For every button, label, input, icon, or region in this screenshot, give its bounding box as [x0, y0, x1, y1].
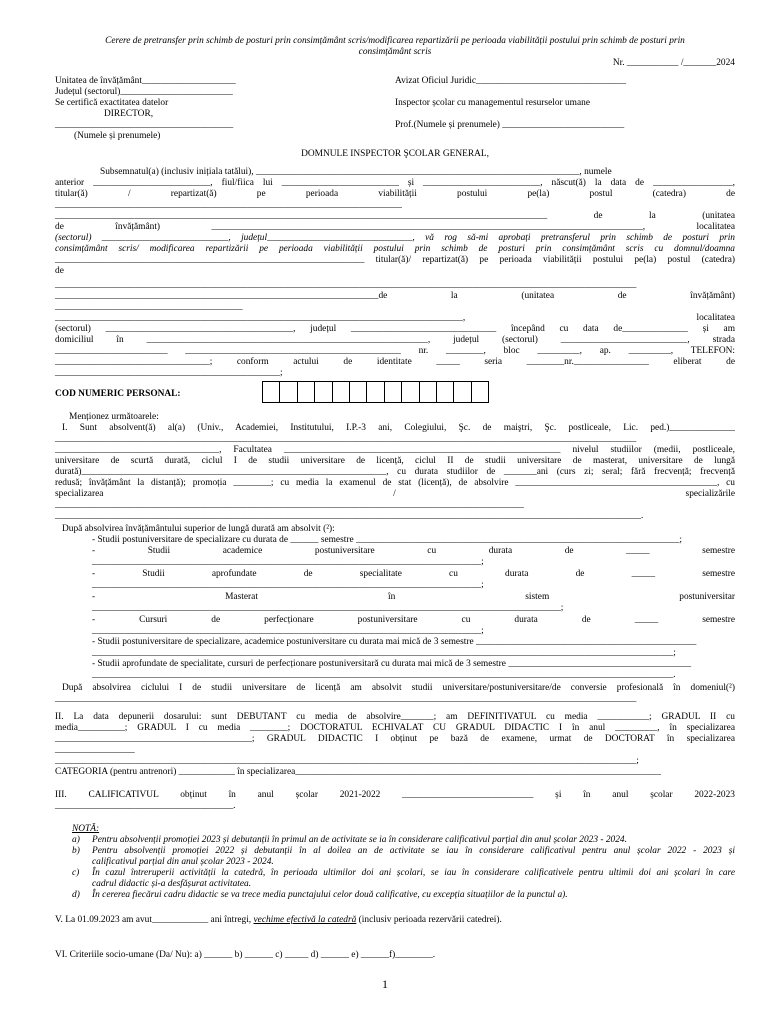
note-c-cont: cadrul didactic și-a desfășurat activitatea. [92, 879, 252, 889]
cnp-digit-box[interactable] [332, 381, 350, 403]
postgrad-intro: După absolvirea învățământului superior de lungă durată am absolvit (²): [62, 524, 335, 534]
salutation: DOMNULE INSPECTOR ŞCOLAR GENERAL, [301, 149, 489, 159]
qualification-line: ______________________________________. [55, 801, 236, 811]
cnp-digit-box[interactable] [349, 381, 367, 403]
body-line: anterior _________________________, fiul/fiica lui _________________________ și _________________________, născut(ă) la data de _________________, [55, 178, 735, 188]
education-line: ___________________________________, Facultatea ___________________________________________________________ nivelul studiilor (medii, postliceale, [55, 445, 735, 455]
body-line: ________________________________________________; [55, 368, 283, 378]
seniority-post: (inclusiv perioada rezervării catedrei). [356, 915, 502, 925]
body-line: _____________________________________________________________________de la (unitatea de învățământ) [55, 291, 735, 301]
note-b-cont: calificativul parțial din anul școlar 2023 - 2024. [92, 857, 274, 867]
education-line: universitare de scurtă durată, ciclul I de studii universitare de licență, ciclul II de studii universitare de masterat, universitare de lungă [55, 456, 735, 466]
cnp-digit-box[interactable] [314, 381, 332, 403]
form-title-cont: consimțământ scris [358, 47, 432, 57]
body-line: de [55, 266, 64, 276]
section2-line: media__________; GRADUL I cu media ________; DOCTORATUL ECHIVALAT CU GRADUL DIDACTIC I în anul _________, în specializarea [55, 723, 735, 733]
postgrad-line: ___________________________________________________________________________________; [92, 580, 484, 590]
note-a-label: a) [72, 835, 80, 845]
postgrad-line: ___________________________________________________________________________________; [92, 626, 484, 636]
inspector-title: Inspector școlar cu managementul resurselor umane [395, 98, 590, 108]
certification-text: Se certifică exactitatea datelor [55, 98, 169, 108]
postgrad-line: ____________________________________________________________________________________________________________________________. [92, 670, 676, 680]
note-d-label: d) [72, 890, 80, 900]
cnp-digit-box[interactable] [262, 381, 280, 403]
seniority-underlined: vechime efectivă la catedră [253, 915, 357, 925]
note-c-label: c) [72, 868, 80, 878]
body-line: __________________________________________________________________ titular(ă)/ repartizat(ă) pe perioada viabilității postului pe(la) postul (catedra) [55, 255, 735, 265]
licence-line: După absolvirea ciclului I de studii universitare de licență am absolvit studii universitare/postuniversitare/de conversie profesională în domeniul(²) [62, 683, 735, 693]
county-sector: Județul (sectorul)________________________ [55, 87, 233, 97]
body-line: Subsemnatul(a) (inclusiv inițiala tatălui), _____________________________________________________________________, numele [100, 167, 612, 177]
body-line: consimțământ scris/ modificarea repartizării pe perioada viabilității postului prin schimb de posturi prin consimțământ scris cu domnul/doamna [55, 244, 735, 254]
qualification-line: III. CALIFICATIVUL obținut în anul școlar 2021-2022 ____________________________ și în anul școlar 2022-2023 [55, 790, 735, 800]
body-line: de învățământ) ____________________________________________________________________________________________, localitatea [55, 222, 735, 232]
postgrad-line: ___________________________________________________________________________________; [92, 557, 484, 567]
licence-line: ____________________________________________________________________________________________________________________________ [55, 694, 637, 704]
education-line: redusă; învățământ la distanță); promoția ________; cu media la examenul de stat (licență), de absolvire ___________________________________________, cu [55, 478, 735, 488]
director-signature-line: ______________________________________ [55, 120, 234, 130]
cnp-digit-box[interactable] [366, 381, 384, 403]
cnp-boxes[interactable] [262, 381, 489, 403]
body-line: ________________________ ______________________________________________ nr. ________, bloc _________, ap. _________, TELEFON: [55, 346, 735, 356]
cnp-digit-box[interactable] [297, 381, 315, 403]
education-line: ____________________________________________________________________________________________________________________________ [55, 434, 637, 444]
body-line: (sectorul) ________________________________________, județul _______________________________ începând cu data de______________ și am [55, 324, 735, 334]
form-title: Cerere de pretransfer prin schimb de posturi prin consimțământ scris/modificarea repartizării pe perioada viabilității postului prin schimb de posturi prin [105, 36, 685, 46]
body-line: titular(ă) / repartizat(ă) pe perioada viabilității postului pe(la) postul (catedra) de [55, 189, 735, 199]
seniority-pre: V. La 01.09.2023 am avut____________ ani întregi, [55, 915, 254, 925]
section2-line: ____________________________________________________________________________________________________________________________; [55, 756, 639, 766]
cnp-digit-box[interactable] [471, 381, 489, 403]
postgrad-line: - Masterat în sistem postuniversitar [92, 592, 735, 602]
cnp-digit-box[interactable] [436, 381, 454, 403]
seniority-line [55, 915, 502, 926]
education-line: specializarea / specializările [55, 489, 735, 499]
legal-office-approval: Avizat Oficiul Juridic________________________________ [395, 76, 627, 86]
education-line: I. Sunt absolvent(ă) al(a) (Univ., Academiei, Institutului, I.P.-3 ani, Colegiului, Şc. de maiştri, Şc. postliceale, Lic. ped.)______________ [62, 423, 735, 433]
director-label: DIRECTOR, [104, 109, 154, 119]
cnp-digit-box[interactable] [279, 381, 297, 403]
education-line: _____________________________________________________________________________________________________________________________. [55, 511, 644, 521]
section2-line: __________________________________________; GRADUL DIDACTIC I obținut pe bază de examene, urmat de DOCTORAT în specializarea [55, 734, 735, 744]
postgrad-line: - Studii aprofundate de specialitate, cursuri de perfecționare postuniversitară cu durata mai mică de 3 semestre _______________________________________ [92, 659, 692, 669]
body-line: __________________________________________________________________________ [55, 200, 402, 210]
socio-criteria-line: VI. Criteriile socio-umane (Da/ Nu): a) ______ b) ______ c) _____ d) ______ e) ______f)________. [55, 950, 436, 960]
registration-number: Nr. ___________ /_______2024 [612, 58, 735, 68]
note-c: În cazul întreruperii activității la catedră, în perioada ultimilor doi ani școlari, se iau în considerare calificativele pentru ultimii doi ani școlari în care [92, 868, 735, 878]
cnp-digit-box[interactable] [453, 381, 471, 403]
postgrad-line: ____________________________________________________________________________________________________________________________; [92, 648, 676, 658]
postgrad-line: - Studii academice postuniversitare cu durata de _____ semestre [92, 546, 735, 556]
education-line: ____________________________________________________________________________________________________ [55, 500, 524, 510]
cnp-label: COD NUMERIC PERSONAL: [55, 389, 181, 399]
postgrad-line: - Studii postuniversitare de specializare, academice postuniversitare cu durata mai mică de 3 semestre _______________________________________________ [92, 637, 697, 647]
postgrad-line: - Studii postuniversitare de specializare cu durata de ______ semestre _____________________________________________________________________; [92, 535, 683, 545]
note-b-label: b) [72, 846, 80, 856]
note-title: NOTĂ: [72, 824, 100, 834]
postgrad-line: - Cursuri de perfecționare postuniversitare cu durata de _____ semestre [92, 615, 735, 625]
education-line: durată)_________________________________________________________________, cu durata studiilor de _______ani (curs zi; seral; fără frecvență; frecvență [55, 467, 735, 477]
note-b: Pentru absolvenții promoției 2022 și debutanții în al doilea an de activitate se iau în considerare calificativul pentru anul școlar 2022 - 2023 și [92, 846, 735, 856]
note-d: În cererea fiecărui cadru didactic se va trece media punctajului celor două calificative, cu excepția situațiilor de la punctul a). [92, 890, 568, 900]
section2-line: _________________ [55, 745, 135, 755]
cnp-digit-box[interactable] [401, 381, 419, 403]
page-number: 1 [382, 977, 388, 991]
cnp-digit-box[interactable] [419, 381, 437, 403]
school-unit: Unitatea de învățământ____________________ [55, 76, 236, 86]
body-line: (sectorul) ___________________________, județul_______________________________, vă rog să-mi aprobați pretransferul prin schimb de posturi prin [55, 233, 735, 243]
body-line: _________________________________________________________________________________________________________ de la (unitatea [55, 211, 735, 221]
body-line: _________________________________; conform actului de identitate _____ seria ________nr.________________ eliberat de [55, 357, 735, 367]
body-line: domiciliul în ____________________________________________________________, județul (sectorul) ___________________________, strada [55, 335, 735, 345]
director-name-label: (Numele și prenumele) [74, 131, 161, 141]
body-line: ________________________________________ [55, 302, 243, 312]
cnp-digit-box[interactable] [384, 381, 402, 403]
postgrad-line: - Studii aprofundate de specialitate cu durata de _____ semestre [92, 569, 735, 579]
education-intro: Menționez următoarele: [69, 412, 159, 422]
postgrad-line: ____________________________________________________________________________________________________; [92, 603, 564, 613]
inspector-name-line: Prof.(Numele și prenumele) __________________________ [395, 120, 625, 130]
category-line: CATEGORIA (pentru antrenori) ____________ în specializarea______________________________________________________________________________ [55, 767, 661, 777]
section2-line: II. La data depunerii dosarului: sunt DEBUTANT cu media de absolvire_______; am DEFINITIVATUL cu media ___________; GRADUL II cu [55, 712, 735, 722]
body-line: _______________________________________________________________________________________, localitatea [55, 313, 735, 323]
body-line: ____________________________________________________________________________________________________________________________ [55, 280, 637, 290]
note-a: Pentru absolvenții promoției 2023 și debutanții în primul an de activitate se ia în considerare calificativul parțial din anul școlar 2023 - 2024. [92, 835, 627, 845]
